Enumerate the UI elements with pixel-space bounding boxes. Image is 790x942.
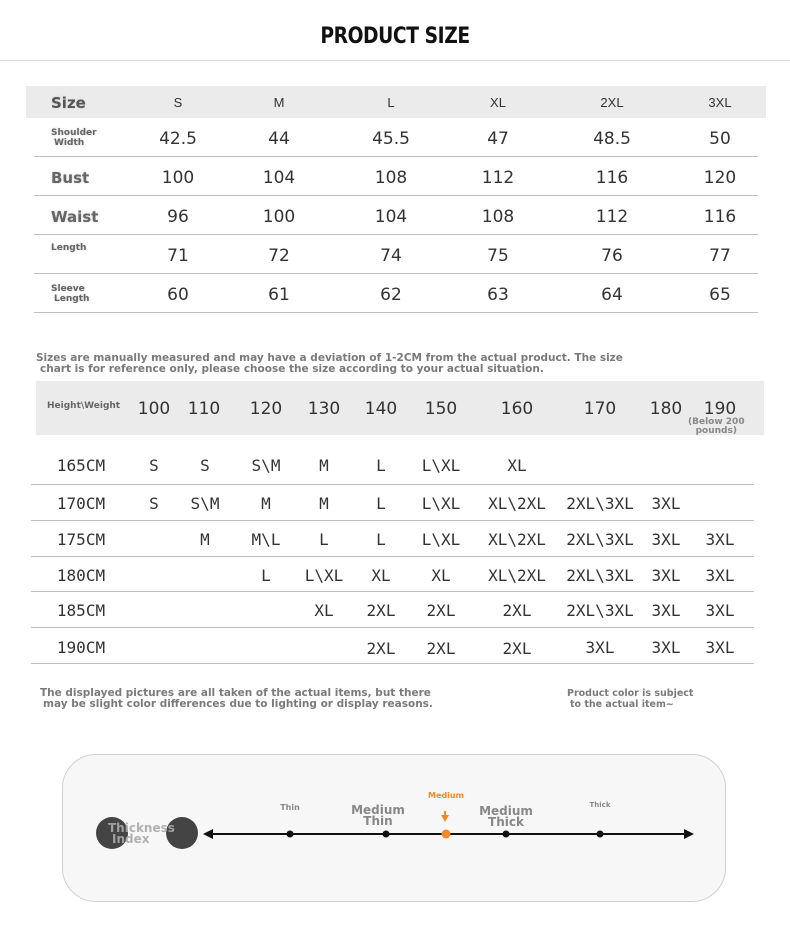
size-recommendation-cell: XL: [314, 601, 334, 620]
thickness-point-label-line: Medium: [428, 791, 464, 800]
size-recommendation-cell: S\M: [190, 494, 220, 513]
size-recommendation-cell: 3XL: [651, 530, 681, 549]
size-recommendation-cell: L: [376, 456, 386, 475]
size-recommendation-cell: 3XL: [705, 566, 735, 585]
size-cell: 116: [595, 168, 629, 188]
size-row: [34, 235, 758, 274]
height-weight-header-label: Height\Weight: [47, 401, 121, 411]
thickness-index-label-line-1: Thickness: [108, 821, 175, 835]
size-recommendation-cell: L\XL: [421, 456, 461, 475]
size-recommendation-cell: L\XL: [421, 530, 461, 549]
size-row-label: [51, 169, 89, 187]
size-cell: 42.5: [159, 129, 197, 149]
size-recommendation-cell: M: [319, 456, 329, 475]
size-row-label: [51, 128, 97, 148]
weight-col-header: 190: [703, 399, 737, 419]
size-recommendation-cell: XL: [371, 566, 391, 585]
size-cell: 44: [268, 129, 290, 149]
thickness-point: [442, 830, 451, 839]
size-recommendation-cell: M: [200, 530, 210, 549]
size-cell: 50: [709, 129, 731, 149]
size-cell: 104: [262, 168, 296, 188]
size-recommendation-cell: L: [376, 530, 386, 549]
weight-col-header: 160: [500, 399, 534, 419]
size-cell: 72: [268, 246, 290, 266]
size-cell: 75: [487, 246, 509, 266]
size-recommendation-cell: 3XL: [705, 530, 735, 549]
size-recommendation-cell: 2XL\3XL: [566, 494, 634, 513]
size-cell: 108: [374, 168, 408, 188]
size-recommendation-cell: L: [376, 494, 386, 513]
thickness-point-label: [351, 805, 405, 827]
size-recommendation-cell: 3XL: [651, 494, 681, 513]
size-row: [34, 157, 758, 196]
height-label: 180CM: [56, 566, 106, 585]
size-row-label: [51, 284, 89, 304]
size-col-m: M: [273, 95, 285, 110]
size-row-label: [51, 243, 86, 253]
size-recommendation-cell: 2XL: [366, 601, 396, 620]
height-label: 170CM: [56, 494, 106, 513]
axis-arrow-right-icon: [684, 829, 694, 839]
weight-col-header: 120: [249, 399, 283, 419]
size-row-label-line: Waist: [51, 208, 99, 226]
thickness-point: [383, 831, 390, 838]
size-recommendation-cell: L: [319, 530, 329, 549]
size-recommendation-cell: M: [319, 494, 329, 513]
size-recommendation-cell: L\XL: [304, 566, 344, 585]
size-cell: 100: [161, 168, 195, 188]
size-cell: 112: [595, 207, 629, 227]
axis-arrow-left-icon: [203, 829, 213, 839]
measurement-note-line-1: Sizes are manually measured and may have a deviation of 1-2CM from the actual product. The size: [36, 352, 623, 364]
weight-col-header: 110: [187, 399, 221, 419]
color-note: [567, 688, 693, 710]
thickness-point-label-line: Medium: [351, 803, 405, 817]
weight-col-header: 170: [583, 399, 617, 419]
weight-note-line-1: (Below 200: [688, 417, 745, 427]
size-recommendation-cell: XL\2XL: [488, 494, 546, 513]
size-recommendation-cell: S: [149, 456, 159, 475]
size-header-row: [26, 86, 766, 118]
selected-pointer-icon: [441, 815, 449, 822]
size-row: [34, 196, 758, 235]
size-recommendation-cell: 2XL: [502, 601, 532, 620]
pictures-note-line-2: may be slight color differences due to lighting or display reasons.: [43, 698, 433, 710]
size-cell: 108: [481, 207, 515, 227]
size-recommendation-cell: 3XL: [651, 566, 681, 585]
size-header-label: Size: [51, 94, 86, 112]
size-col-l: L: [387, 95, 395, 110]
size-recommendation-cell: 2XL: [502, 639, 532, 658]
thickness-index-label-line-2: Index: [112, 832, 150, 846]
row-divider: [31, 520, 754, 521]
size-cell: 45.5: [372, 129, 410, 149]
thickness-point-label-line: Medium: [479, 804, 533, 818]
weight-col-header: 140: [364, 399, 398, 419]
title-divider: [0, 60, 790, 61]
weight-col-header: 180: [649, 399, 683, 419]
thickness-point-label-line: Thick: [488, 815, 524, 829]
size-row-label-line: Width: [54, 138, 85, 148]
size-recommendation-cell: 2XL\3XL: [566, 601, 634, 620]
row-divider: [31, 627, 754, 628]
size-recommendation-cell: XL\2XL: [488, 530, 546, 549]
thickness-index-label: [108, 823, 175, 845]
size-recommendation-cell: XL\2XL: [488, 566, 546, 585]
size-cell: 48.5: [593, 129, 631, 149]
thickness-point-label-line: Thin: [280, 803, 300, 812]
size-recommendation-cell: S: [200, 456, 210, 475]
size-cell: 74: [380, 246, 402, 266]
thickness-point-label: [280, 804, 300, 811]
height-weight-header-row: [36, 381, 764, 435]
thickness-point: [287, 831, 294, 838]
page-title: PRODUCT SIZE: [320, 24, 470, 49]
size-cell: 77: [709, 246, 731, 266]
size-cell: 120: [703, 168, 737, 188]
size-recommendation-cell: S\M: [251, 456, 281, 475]
height-label: 165CM: [56, 456, 106, 475]
size-recommendation-cell: 2XL\3XL: [566, 566, 634, 585]
size-recommendation-cell: 2XL: [426, 639, 456, 658]
row-divider: [31, 663, 754, 664]
weight-note: [688, 418, 745, 436]
size-recommendation-cell: S: [149, 494, 159, 513]
thickness-point-label-line: Thin: [363, 814, 393, 828]
size-cell: 63: [487, 285, 509, 305]
weight-note-line-2: pounds): [695, 426, 737, 436]
size-cell: 61: [268, 285, 290, 305]
size-cell: 76: [601, 246, 623, 266]
size-recommendation-cell: M\L: [251, 530, 281, 549]
thickness-point-label-line: Thick: [589, 801, 611, 809]
measurement-note-line-2: chart is for reference only, please choose the size according to your actual situation.: [40, 363, 544, 375]
color-note-line-1: Product color is subject: [567, 688, 694, 699]
size-recommendation-cell: 3XL: [705, 638, 735, 657]
measurement-note: [36, 353, 623, 375]
size-recommendation-cell: M: [261, 494, 271, 513]
size-row-label: [51, 208, 98, 226]
pictures-note-line-1: The displayed pictures are all taken of the actual items, but there: [40, 687, 431, 699]
row-divider: [31, 556, 754, 557]
row-divider: [31, 484, 754, 485]
size-recommendation-cell: 2XL: [426, 601, 456, 620]
thickness-point-label: [428, 792, 464, 799]
size-recommendation-cell: 3XL: [705, 601, 735, 620]
size-recommendation-cell: 3XL: [651, 638, 681, 657]
size-col-s: S: [173, 95, 183, 110]
size-cell: 60: [167, 285, 189, 305]
thickness-point-label: [479, 806, 533, 828]
size-cell: 64: [601, 285, 623, 305]
size-row-label-line: Shoulder: [51, 128, 97, 138]
size-cell: 65: [709, 285, 731, 305]
thickness-point: [597, 831, 604, 838]
size-recommendation-cell: 3XL: [585, 638, 615, 657]
size-cell: 47: [487, 129, 509, 149]
size-row: [34, 274, 758, 313]
size-col-3xl: 3XL: [708, 95, 732, 110]
size-row-label-line: Sleeve: [51, 284, 85, 294]
size-recommendation-cell: L\XL: [421, 494, 461, 513]
size-cell: 116: [703, 207, 737, 227]
size-cell: 71: [167, 246, 189, 266]
size-recommendation-cell: 3XL: [651, 601, 681, 620]
size-cell: 62: [380, 285, 402, 305]
size-recommendation-cell: 2XL: [366, 639, 396, 658]
height-label: 185CM: [56, 601, 106, 620]
height-label: 190CM: [56, 638, 106, 657]
thickness-point-label: [590, 802, 611, 808]
weight-col-header: 100: [137, 399, 171, 419]
size-chart-table: [26, 86, 766, 313]
size-recommendation-cell: XL: [431, 566, 451, 585]
size-row-label-line: Bust: [51, 169, 90, 187]
size-recommendation-cell: L: [261, 566, 271, 585]
color-note-line-2: to the actual item~: [570, 699, 674, 710]
weight-col-header: 150: [424, 399, 458, 419]
thickness-point: [503, 831, 510, 838]
size-cell: 100: [262, 207, 296, 227]
size-row-label-line: Length: [51, 243, 87, 253]
size-cell: 96: [167, 207, 189, 227]
size-col-2xl: 2XL: [600, 95, 624, 110]
size-recommendation-cell: 2XL\3XL: [566, 530, 634, 549]
size-recommendation-cell: XL: [507, 456, 527, 475]
size-cell: 104: [374, 207, 408, 227]
height-label: 175CM: [56, 530, 106, 549]
selected-pointer-stem: [444, 811, 446, 816]
pictures-note: [40, 688, 433, 710]
row-divider: [31, 591, 754, 592]
weight-col-header: 130: [307, 399, 341, 419]
size-row-label-line: Length: [54, 294, 90, 304]
size-cell: 112: [481, 168, 515, 188]
size-col-xl: XL: [490, 95, 506, 110]
size-row: [34, 118, 758, 157]
